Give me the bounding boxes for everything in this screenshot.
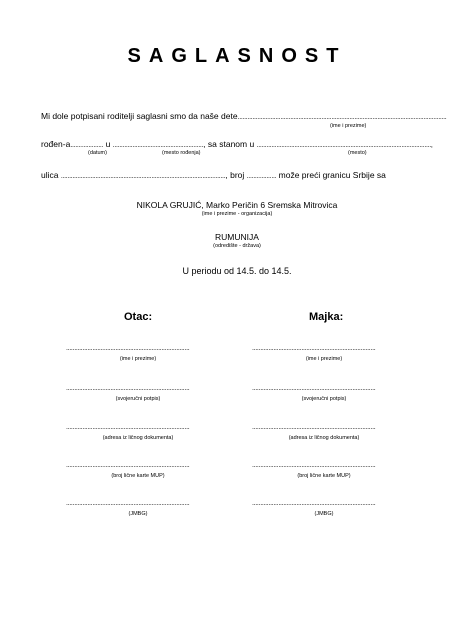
- mother-heading: Majka:: [309, 311, 344, 323]
- escort-name: NIKOLA GRUJIĆ, Marko Peričin 6 Sremska Mitrovica: [136, 200, 338, 210]
- mother-field: [252, 345, 396, 385]
- father-signature-hint: (svojeručni potpis): [115, 396, 161, 402]
- father-heading: Otac:: [124, 311, 153, 323]
- consent-intro-line: [41, 111, 446, 121]
- father-name-hint: (ime i prezime): [119, 356, 157, 362]
- father-field: [66, 424, 210, 462]
- address-line: [41, 170, 386, 180]
- father-id-card-hint: (broj lične karte MUP): [111, 473, 165, 479]
- street-label: ulica: [41, 170, 59, 180]
- mother-field: [252, 385, 396, 424]
- escort-hint: (ime i prezime - organizacija): [201, 211, 273, 217]
- mother-name-hint: (ime i prezime): [305, 356, 343, 362]
- mother-field: [252, 424, 396, 462]
- mother-field-line: ...........................................................................: [252, 424, 376, 431]
- born-label: rođen-a: [41, 139, 71, 149]
- residence-dots: ..........................................................................................................,: [256, 142, 433, 149]
- father-jmbg-hint: (JMBG): [128, 511, 148, 517]
- mother-field-line: ...........................................................................: [252, 385, 376, 392]
- father-field: [66, 345, 210, 385]
- child-name-hint: (ime i prezime): [330, 123, 367, 129]
- mother-signature-block: [252, 345, 396, 538]
- mother-signature-hint: (svojeručni potpis): [301, 396, 347, 402]
- mother-address-hint: (adresa iz ličnog dokumenta): [288, 435, 360, 441]
- birth-place-dots: .......................................................: [112, 142, 204, 149]
- in-label: u: [105, 139, 111, 149]
- number-dots: ..................: [246, 173, 277, 180]
- mother-jmbg-hint: (JMBG): [314, 511, 334, 517]
- father-field: [66, 500, 210, 538]
- residence-label: , sa stanom u: [203, 139, 255, 149]
- mother-id-card-hint: (broj lične karte MUP): [297, 473, 351, 479]
- number-label: broj: [230, 170, 245, 180]
- father-field: [66, 385, 210, 424]
- travel-period: U periodu od 14.5. do 14.5.: [182, 266, 292, 276]
- father-field-line: ...........................................................................: [66, 462, 190, 469]
- destination-hint: (odredište - država): [213, 243, 261, 249]
- document-title: SAGLASNOST: [127, 45, 347, 67]
- father-field-line: ...........................................................................: [66, 345, 190, 352]
- birth-residence-line: [41, 139, 433, 149]
- birth-date-hint: (datum): [88, 150, 107, 156]
- mother-field-line: ...........................................................................: [252, 345, 376, 352]
- mother-field: [252, 500, 396, 538]
- father-address-hint: (adresa iz ličnog dokumenta): [102, 435, 174, 441]
- mother-field-line: ...........................................................................: [252, 500, 376, 507]
- father-field-line: ...........................................................................: [66, 385, 190, 392]
- mother-field-line: ...........................................................................: [252, 462, 376, 469]
- street-dots: ....................................................................................................: [60, 173, 226, 180]
- child-name-dots: ...............................................................................................................................: [237, 114, 447, 121]
- father-signature-block: [66, 345, 210, 538]
- border-crossing-text: može preći granicu Srbije sa: [278, 170, 386, 180]
- consent-intro-text: Mi dole potpisani roditelji saglasni smo da naše dete: [41, 111, 238, 121]
- residence-hint: (mesto): [348, 150, 367, 156]
- birth-place-hint: (mesto rođenja): [162, 150, 201, 156]
- mother-field: [252, 462, 396, 500]
- destination-name: RUMUNIJA: [215, 232, 259, 242]
- father-field-line: ...........................................................................: [66, 500, 190, 507]
- father-field-line: ...........................................................................: [66, 424, 190, 431]
- birth-date-dots: ....................: [70, 142, 104, 149]
- father-field: [66, 462, 210, 500]
- address-comma: ,: [225, 170, 228, 180]
